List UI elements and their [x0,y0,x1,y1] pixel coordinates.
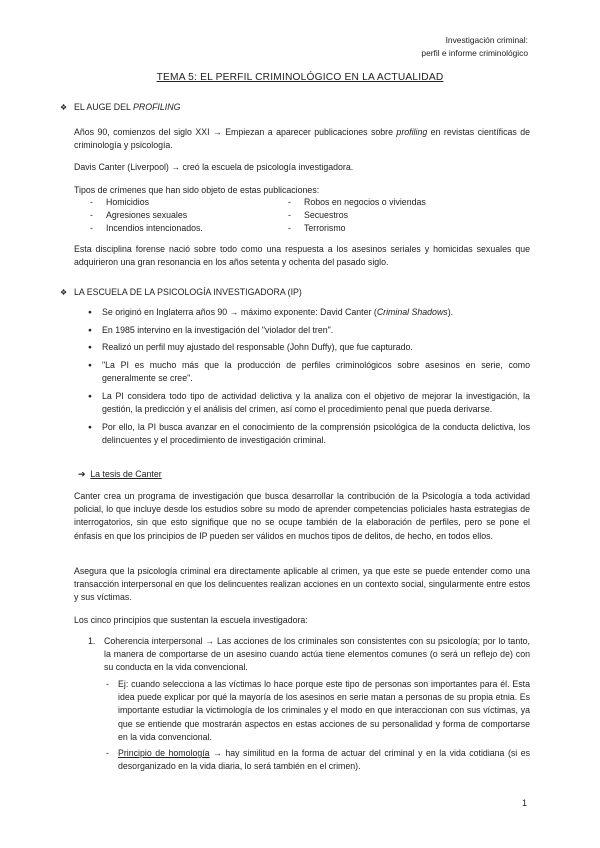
subsection-heading-tesis: ➔ La tesis de Canter [78,469,162,479]
list-item: - Ej: cuando selecciona a las víctimas lo hace porque este tipo de personas son importantes para él. Esta idea puede explicar por qué la mayoría de los asesinos en serie matan a personas de su propia etnia. Es importante estudiar la victimología de los criminales y el modo en que interaccionan con sus víctimas, ya que se entiende que mostrarán aspectos en estas acciones de su personalidad y forma de comportarse en la vida convencional. [106,678,530,744]
paragraph-origins: Años 90, comienzos del siglo XXI → Empiezan a aparecer publicaciones sobre profiling en revistas científicas de criminología y psicología. [74,127,530,151]
paragraph-principles-intro: Los cinco principios que sustentan la escuela investigadora: [74,615,308,625]
list-item: ● Por ello, la PI busca avanzar en el conocimiento de la comprensión psicológica de la conducta delictiva, los delincuentes y el procedimiento de investigación criminal. [88,421,530,447]
page-number: 1 [522,798,528,808]
header-line-1: Investigación criminal: [445,35,528,45]
list-item: - Incendios intencionados. [88,222,288,235]
list-item: ● En 1985 intervino en la investigación del "violador del tren". [88,324,530,337]
list-item: - Agresiones sexuales [88,209,288,222]
crimes-list-right [286,196,526,236]
arrow-right-icon: ➔ [78,469,86,479]
running-header [421,34,528,60]
diamond-bullet-icon: ❖ [60,288,68,297]
list-item: ● Se originó en Inglaterra años 90 → máximo exponente: David Canter (Criminal Shadows). [88,306,530,319]
list-item: ● La PI considera todo tipo de actividad delictiva y la analiza con el objetivo de mejorar la investigación, la gestión, la predicción y el análisis del crimen, así como el procedimiento penal que pueda derivarse. [88,390,530,416]
diamond-bullet-icon: ❖ [60,103,68,112]
section-heading-ip: ❖ LA ESCUELA DE LA PSICOLOGÍA INVESTIGADORA (IP) [60,286,302,299]
paragraph-transaction: Asegura que la psicología criminal era directamente aplicable al crimen, ya que este se puede entender como una transacción interpersonal en que los delincuentes realizan acciones en un contexto social, singularmente entre estos y sus víctimas. [74,566,530,603]
ip-bullet-list [88,306,530,452]
paragraph-canter: Davis Canter (Liverpool) → creó la escuela de psicología investigadora. [74,162,354,172]
list-item: ● Realizó un perfil muy ajustado del responsable (John Duffy), que fue capturado. [88,341,530,354]
header-line-2: perfil e informe criminológico [421,48,528,58]
list-item: - Principio de homología → hay similitud en la forma de actuar del criminal y en la vida cotidiana (si es desorganizado en la vida diaria, lo será también en el crimen). [106,747,530,773]
numbered-item-1: 1. Coherencia interpersonal → Las acciones de los criminales son consistentes con su psicología; por lo tanto, la manera de comportarse de un asesino cuando actúa tiene elementos comunes (o será un reflejo de) con su conducta en la vida convencional. [88,636,530,673]
list-item: ● "La PI es mucho más que la producción de perfiles criminológicos sobre asesinos en serie, como generalmente se cree". [88,359,530,385]
page-title: TEMA 5: EL PERFIL CRIMINOLÓGICO EN LA ACTUALIDAD [156,72,444,83]
list-item: - Homicidios [88,196,288,209]
section-heading-profiling: ❖ EL AUGE DEL PROFILING [60,101,180,114]
sub-list [106,678,530,776]
crimes-intro: Tipos de crímenes que han sido objeto de estas publicaciones: [74,185,320,195]
paragraph-program: Canter crea un programa de investigación que busca desarrollar la contribución de la Psicología a toda actividad policial, lo que incluye desde los estudios sobre su modo de aprender competencias policiales hasta estrategias de interrogatorios, sin que esto signifique que no se ocupe también de la elaboración de perfiles, pero se pone el énfasis en que los principios de IP pueden ser válidos en muchos tipos de delitos, de hecho, en todos ellos. [74,491,530,541]
paragraph-forensic: Esta disciplina forense nació sobre todo como una respuesta a los asesinos seriales y homicidas sexuales que adquirieron una gran resonancia en los años setenta y ochenta del pasado siglo. [74,244,530,268]
list-item: - Terrorismo [286,222,526,235]
list-item: - Secuestros [286,209,526,222]
crimes-list-left [88,196,288,236]
list-item: - Robos en negocios o viviendas [286,196,526,209]
